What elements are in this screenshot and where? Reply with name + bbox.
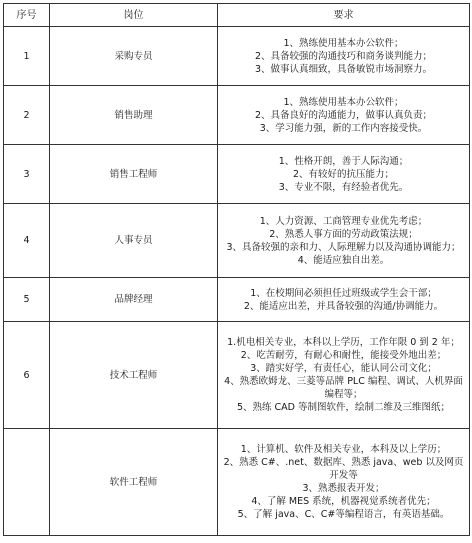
- row-position: 采购专员: [50, 27, 218, 86]
- table-row: [4, 27, 470, 86]
- table-header-row: [4, 4, 470, 27]
- header-position: 岗位: [50, 4, 218, 27]
- row-requirements: [218, 86, 470, 145]
- row-position: 销售工程师: [50, 145, 218, 204]
- requirement-line: 1、计算机、软件及相关专业，本科及以上学历；: [240, 444, 447, 455]
- row-number: [4, 429, 50, 536]
- requirement-line: 2、熟悉人事方面的劳动政策法规；: [269, 228, 418, 240]
- row-requirements: [218, 145, 470, 204]
- header-no: 序号: [4, 4, 50, 27]
- row-position: 软件工程师: [50, 429, 218, 536]
- requirement-line: 1、熟练使用基本办公软件；: [283, 96, 404, 108]
- row-requirements: [218, 278, 470, 322]
- requirement-line: 1、人力资源、工商管理专业优先考虑；: [259, 215, 428, 227]
- requirement-line: 2、具备较强的沟通技巧和商务谈判能力；: [254, 50, 433, 62]
- table-row: [4, 145, 470, 204]
- table-row: [4, 86, 470, 145]
- requirement-line: 5、了解 java、C、C#等编程语言，有英语基础。: [237, 509, 450, 520]
- row-position: 品牌经理: [50, 278, 218, 322]
- row-number: 6: [4, 322, 50, 429]
- row-position: 人事专员: [50, 204, 218, 278]
- header-requirements: 要求: [218, 4, 470, 27]
- table-row: [4, 322, 470, 429]
- table-row: [4, 278, 470, 322]
- table-body: [4, 27, 470, 536]
- requirement-line: 1、在校期间必须担任过班级或学生会干部；: [250, 287, 437, 299]
- row-requirements: [218, 322, 470, 429]
- requirement-line: 4、能适应独自出差。: [297, 254, 390, 266]
- table-row: [4, 429, 470, 536]
- row-requirements: [218, 204, 470, 278]
- requirement-line: 2、能适应出差，并具备较强的沟通/协调能力。: [243, 300, 444, 312]
- requirement-line: 2、具备良好的沟通能力，做事认真负责；: [254, 109, 433, 121]
- job-requirements-table: [3, 3, 470, 536]
- row-requirements: [218, 429, 470, 536]
- requirement-line: 1、性格开朗，善于人际沟通；: [278, 155, 409, 167]
- requirement-line: 3、踏实好学，有责任心，能认同公司文化；: [250, 363, 437, 374]
- requirement-line: 3、专业不限，有经验者优先。: [278, 181, 409, 193]
- row-number: 1: [4, 27, 50, 86]
- row-number: 2: [4, 86, 50, 145]
- requirement-line: 4、熟悉欧姆龙、三菱等品牌 PLC 编程、调试、人机界面编程等；: [224, 376, 463, 400]
- requirement-line: 3、具备较强的亲和力、人际理解力以及沟通协调能力；: [226, 241, 461, 253]
- requirement-line: 5、熟练 CAD 等制图软件，绘制二维及三维图纸；: [236, 402, 451, 413]
- requirement-line: 2、熟悉 C#、.net、数据库、熟悉 java、web 以及网页开发等: [223, 457, 464, 481]
- row-number: 4: [4, 204, 50, 278]
- requirement-line: 1、熟练使用基本办公软件；: [283, 37, 404, 49]
- requirement-line: 4、了解 MES 系统，机器视觉系统者优先；: [251, 496, 436, 507]
- row-number: 3: [4, 145, 50, 204]
- requirement-line: 2、吃苦耐劳，有耐心和耐性，能接受外地出差；: [240, 350, 447, 361]
- table-row: [4, 204, 470, 278]
- requirement-line: 3、学习能力强，新的工作内容接受快。: [259, 122, 428, 134]
- requirement-line: 3、熟悉报表开发；: [302, 483, 385, 494]
- row-position: 销售助理: [50, 86, 218, 145]
- row-number: 5: [4, 278, 50, 322]
- requirement-line: 3、做事认真细致，具备敏锐市场洞察力。: [254, 63, 433, 75]
- requirement-line: 1.机电相关专业，本科以上学历，工作年限 0 到 2 年；: [227, 337, 460, 348]
- row-position: 技术工程师: [50, 322, 218, 429]
- requirement-line: 2、有较好的抗压能力；: [292, 168, 395, 180]
- row-requirements: [218, 27, 470, 86]
